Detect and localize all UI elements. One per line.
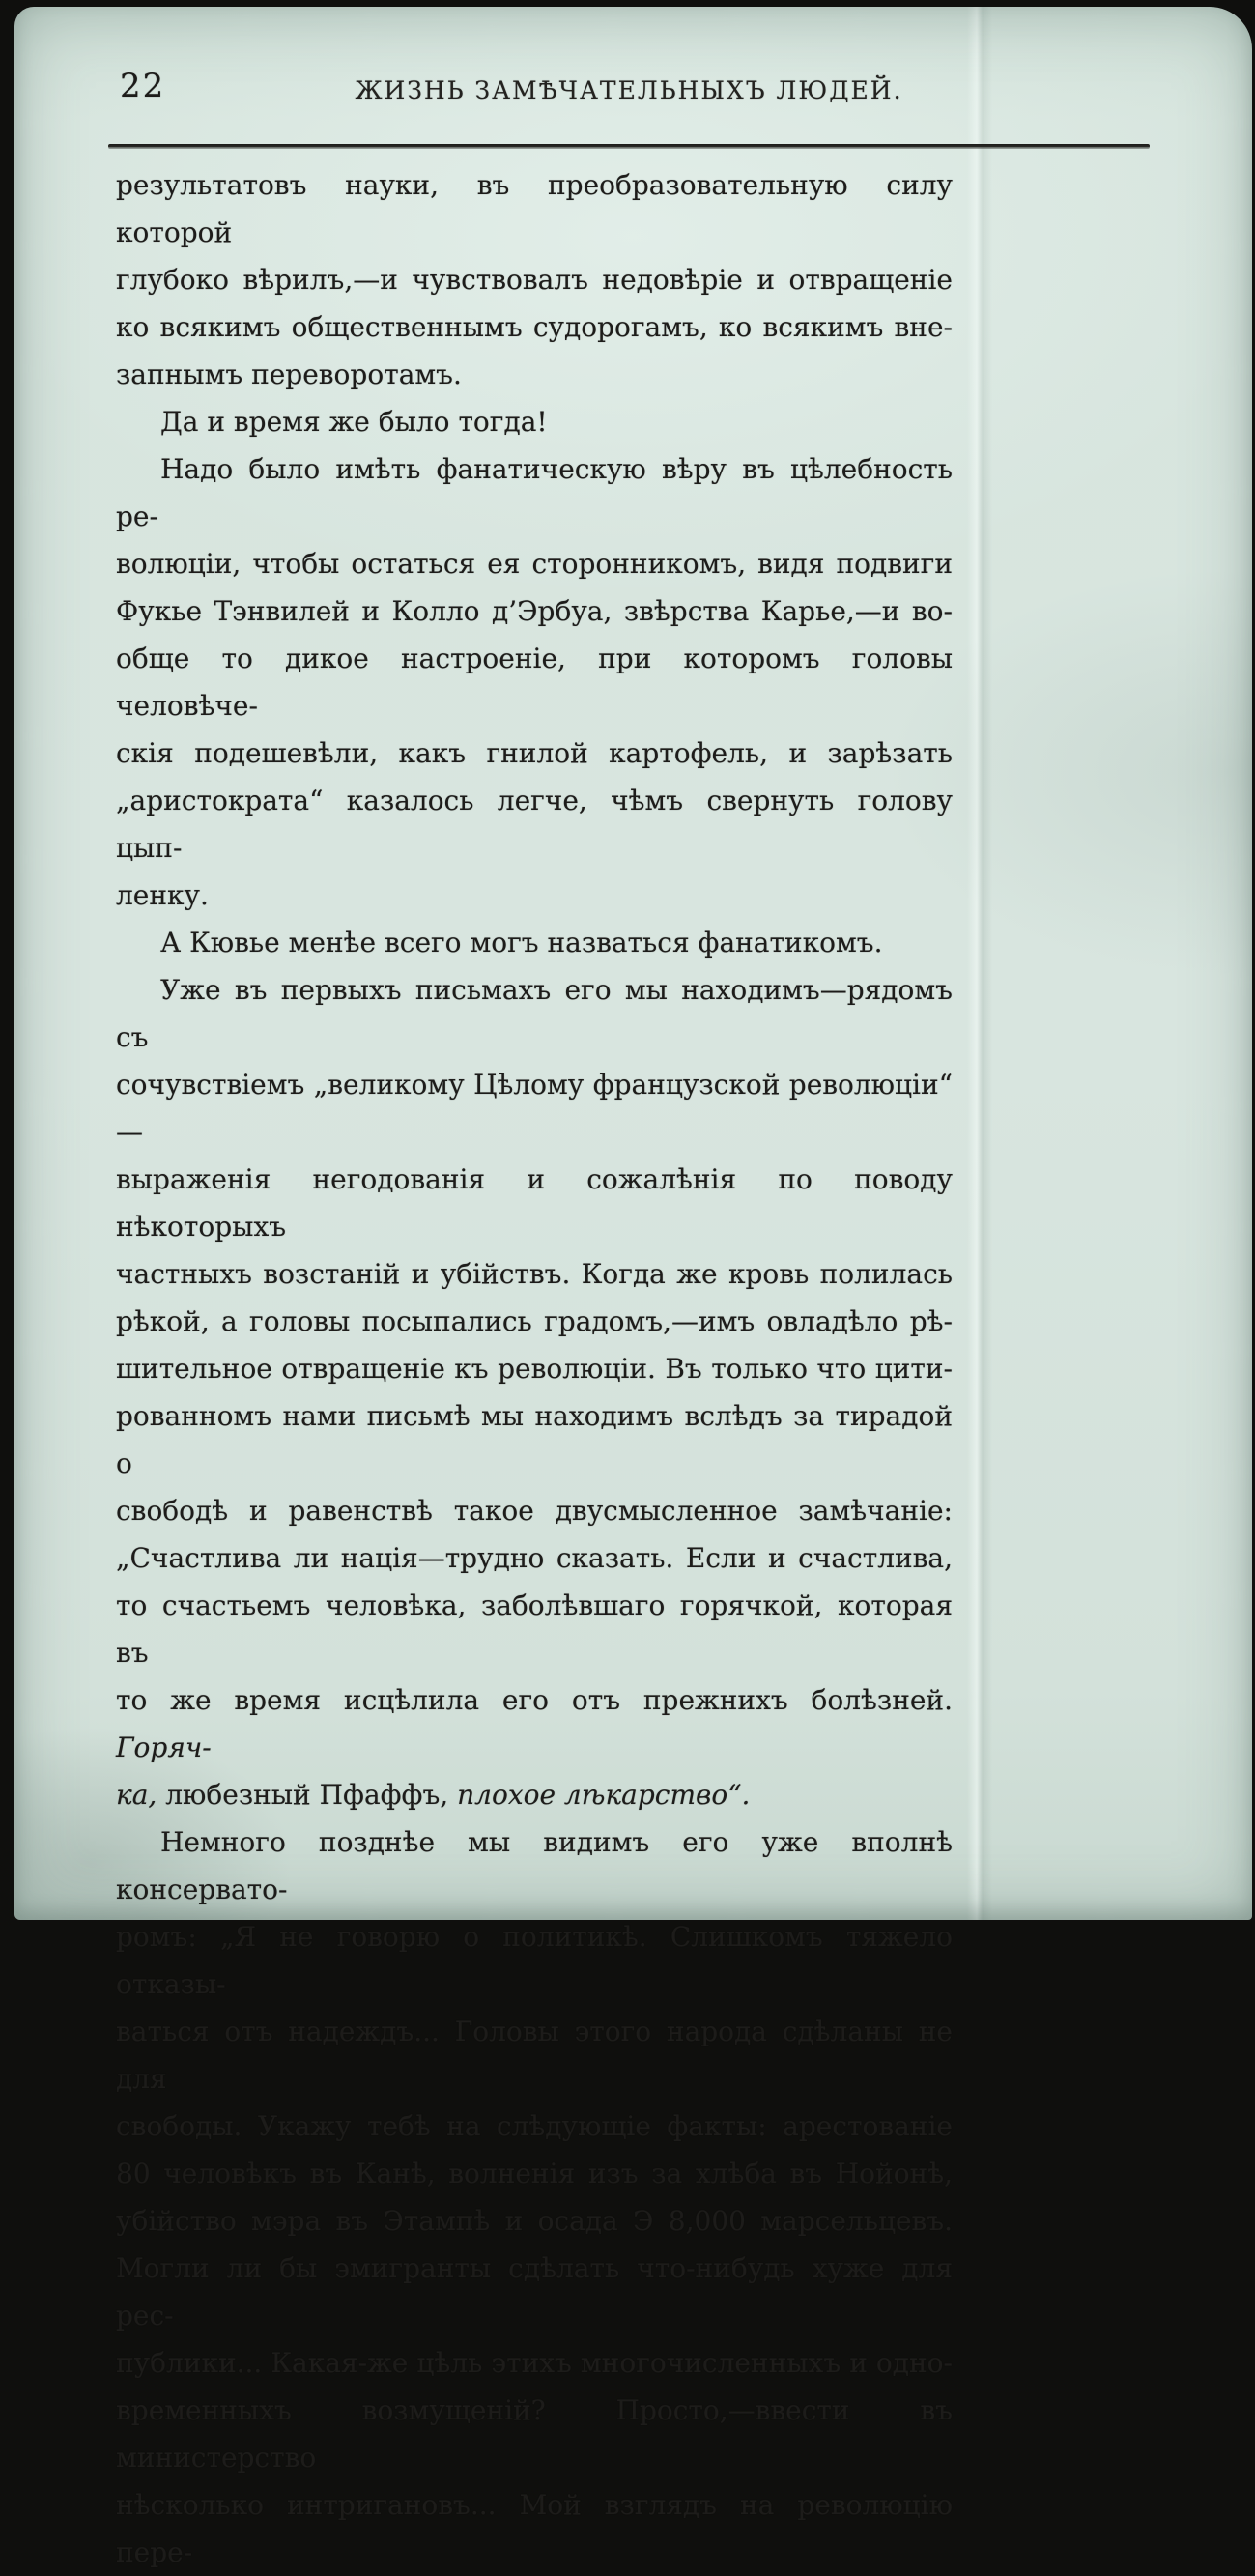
text-line: публики... Какая-же цѣль этихъ многочисленныхъ и одно- — [116, 2347, 953, 2379]
text-line: рѣкой, а головы посыпались градомъ,—имъ овладѣло рѣ- — [116, 1305, 953, 1337]
text-segment: то же время исцѣлила его отъ прежнихъ болѣзней. — [116, 1684, 953, 1716]
text-line: запнымъ переворотамъ. — [116, 358, 462, 390]
paragraph — [116, 398, 953, 445]
text-line: убійство мэра въ Этампѣ и осада Э 8,000 марсельцевъ. — [116, 2205, 953, 2237]
text-line: скія подешевѣли, какъ гнилой картофель, и зарѣзать — [116, 737, 953, 769]
text-line: свободы. Укажу тебѣ на слѣдующіе факты: арестованіе — [116, 2110, 953, 2142]
text-line: Фукье Тэнвилей и Колло д’Эрбуа, звѣрства Карье,—и во- — [116, 595, 953, 627]
text-line: глубоко вѣрилъ,—и чувствовалъ недовѣріе и отвращеніе — [116, 264, 953, 296]
text-line: сочувствіемъ „великому Цѣлому французской революціи“ — — [116, 1069, 953, 1148]
text-line: Немного позднѣе мы видимъ его уже вполнѣ консервато- — [116, 1826, 953, 1905]
paragraph — [116, 966, 953, 1818]
text-line: шительное отвращеніе къ революціи. Въ только что цити- — [116, 1353, 953, 1385]
text-line: ко всякимъ общественнымъ судорогамъ, ко всякимъ вне- — [116, 311, 953, 343]
paragraph — [116, 445, 953, 919]
paragraph — [116, 1818, 953, 2576]
paragraph — [116, 161, 953, 398]
text-line: Да и время же было тогда! — [160, 406, 548, 438]
text-line: результатовъ науки, въ преобразовательную силу которой — [116, 169, 953, 248]
paper — [14, 7, 1252, 2568]
text-line: „аристократа“ казалось легче, чѣмъ свернуть голову цып- — [116, 785, 953, 864]
text-line — [116, 1771, 953, 1818]
text-line: Могли ли бы эмигранты сдѣлать что-нибудь хуже для рес- — [116, 2252, 953, 2332]
page-number: 22 — [120, 67, 166, 105]
italic-text: ка, — [116, 1779, 157, 1811]
paragraph — [116, 919, 953, 966]
header-rule — [108, 144, 1150, 148]
text-line: свободѣ и равенствѣ такое двусмысленное замѣчаніе: — [116, 1495, 953, 1527]
text-line: рованномъ нами письмѣ мы находимъ вслѣдъ за тирадой о — [116, 1400, 953, 1479]
page-header — [108, 67, 1150, 111]
text-line: временныхъ возмущеній? Просто,—ввести въ министерство — [116, 2394, 953, 2474]
body-text — [116, 161, 953, 2576]
text-line: Уже въ первыхъ письмахъ его мы находимъ—рядомъ съ — [116, 974, 953, 1053]
text-line: ромъ: „Я не говорю о политикѣ. Слишкомъ тяжело отказы- — [116, 1921, 953, 2000]
text-line: А Кювье менѣе всего могъ назваться фанатикомъ. — [160, 927, 883, 959]
text-line: волюціи, чтобы остаться ея сторонникомъ, видя подвиги — [116, 548, 953, 580]
text-line: то счастьемъ человѣка, заболѣвшаго горячкой, которая въ — [116, 1589, 953, 1669]
text-segment: любезный Пфаффъ, — [165, 1779, 449, 1811]
italic-text: плохое лѣкарство“. — [457, 1779, 751, 1811]
text-line: ваться отъ надеждъ... Головы этого народа сдѣланы не для — [116, 2016, 953, 2095]
text-line: ленку. — [116, 879, 209, 911]
text-line: Надо было имѣть фанатическую вѣру въ цѣлебность ре- — [116, 453, 953, 532]
running-title: ЖИЗНЬ ЗАМѢЧАТЕЛЬНЫХЪ ЛЮДЕЙ. — [355, 76, 903, 104]
text-line: обще то дикое настроеніе, при которомъ головы человѣче- — [116, 643, 953, 722]
text-line: выраженія негодованія и сожалѣнія по поводу нѣкоторыхъ — [116, 1163, 953, 1243]
italic-text: Горяч- — [116, 1732, 212, 1763]
text-line: частныхъ возстаній и убійствъ. Когда же кровь полилась — [116, 1258, 953, 1290]
text-line: нѣсколько интригановъ... Мой взглядъ на революцію пере- — [116, 2489, 953, 2568]
text-line: 80 человѣкъ въ Канѣ, волненія изъ за хлѣба въ Нойонѣ, — [116, 2158, 953, 2190]
text-line — [116, 1676, 953, 1771]
text-line: „Счастлива ли нація—трудно сказать. Если и счастлива, — [116, 1542, 953, 1574]
